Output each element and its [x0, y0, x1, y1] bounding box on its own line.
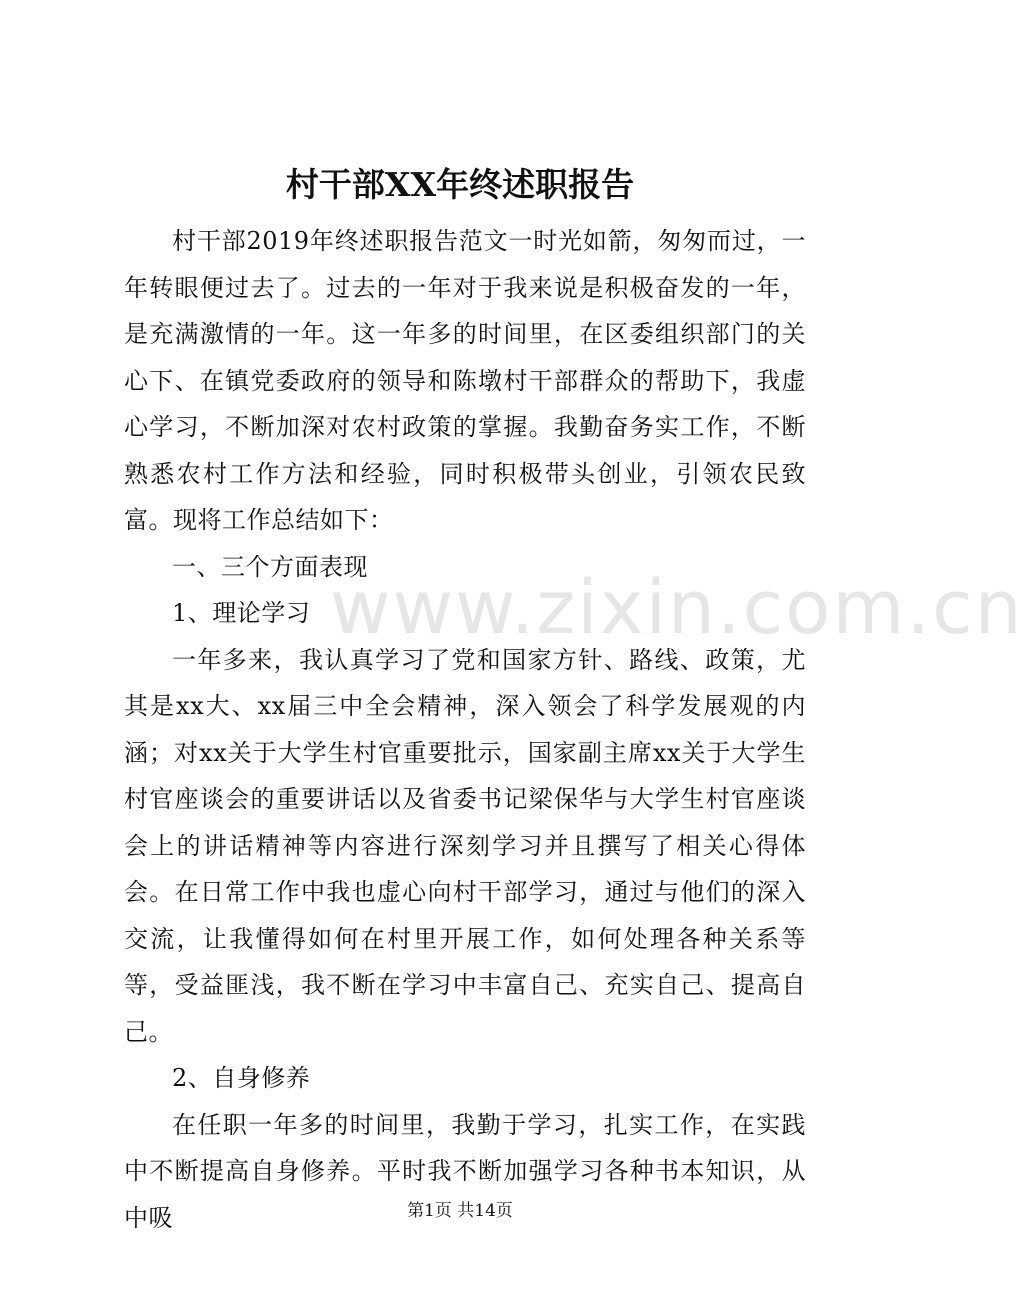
paragraph-self-cultivation: 在任职一年多的时间里，我勤于学习，扎实工作，在实践中不断提高自身修养。平时我不断加强学习各种书本知识，从中吸 [124, 1110, 806, 1232]
document-body [124, 218, 806, 1241]
subsection-heading: 1、理论学习 [172, 599, 311, 627]
subsection-heading: 2、自身修养 [172, 1064, 311, 1092]
paragraph-intro: 村干部2019年终述职报告范文一时光如箭，匆匆而过，一年转眼便过去了。过去的一年对于我来说是积极奋发的一年，是充满激情的一年。这一年多的时间里，在区委组织部门的关心下、在镇党委政府的领导和陈墩村干部群众的帮助下，我虚心学习，不断加深对农村政策的掌握。我勤奋务实工作，不断熟悉农村工作方法和经验，同时积极带头创业，引领农民致富。现将工作总结如下： [124, 227, 806, 534]
section-heading: 一、三个方面表现 [172, 552, 368, 581]
document-title: 村干部XX年终述职报告 [285, 165, 635, 204]
page-number-footer: 第1页 共14页 [407, 1201, 513, 1221]
paragraph-theory-study: 一年多来，我认真学习了党和国家方针、路线、政策，尤其是xx大、xx届三中全会精神，深入领会了科学发展观的内涵；对xx关于大学生村官重要批示，国家副主席xx关于大学生村官座谈会的重要讲话以及省委书记梁保华与大学生村官座谈会上的讲话精神等内容进行深刻学习并且撰写了相关心得体会。在日常工作中我也虚心向村干部学习，通过与他们的深入交流，让我懂得如何在村里开展工作，如何处理各种关系等等，受益匪浅，我不断在学习中丰富自己、充实自己、提高自己。 [124, 645, 806, 1046]
watermark: www.zixin.com.cn [330, 565, 1024, 651]
